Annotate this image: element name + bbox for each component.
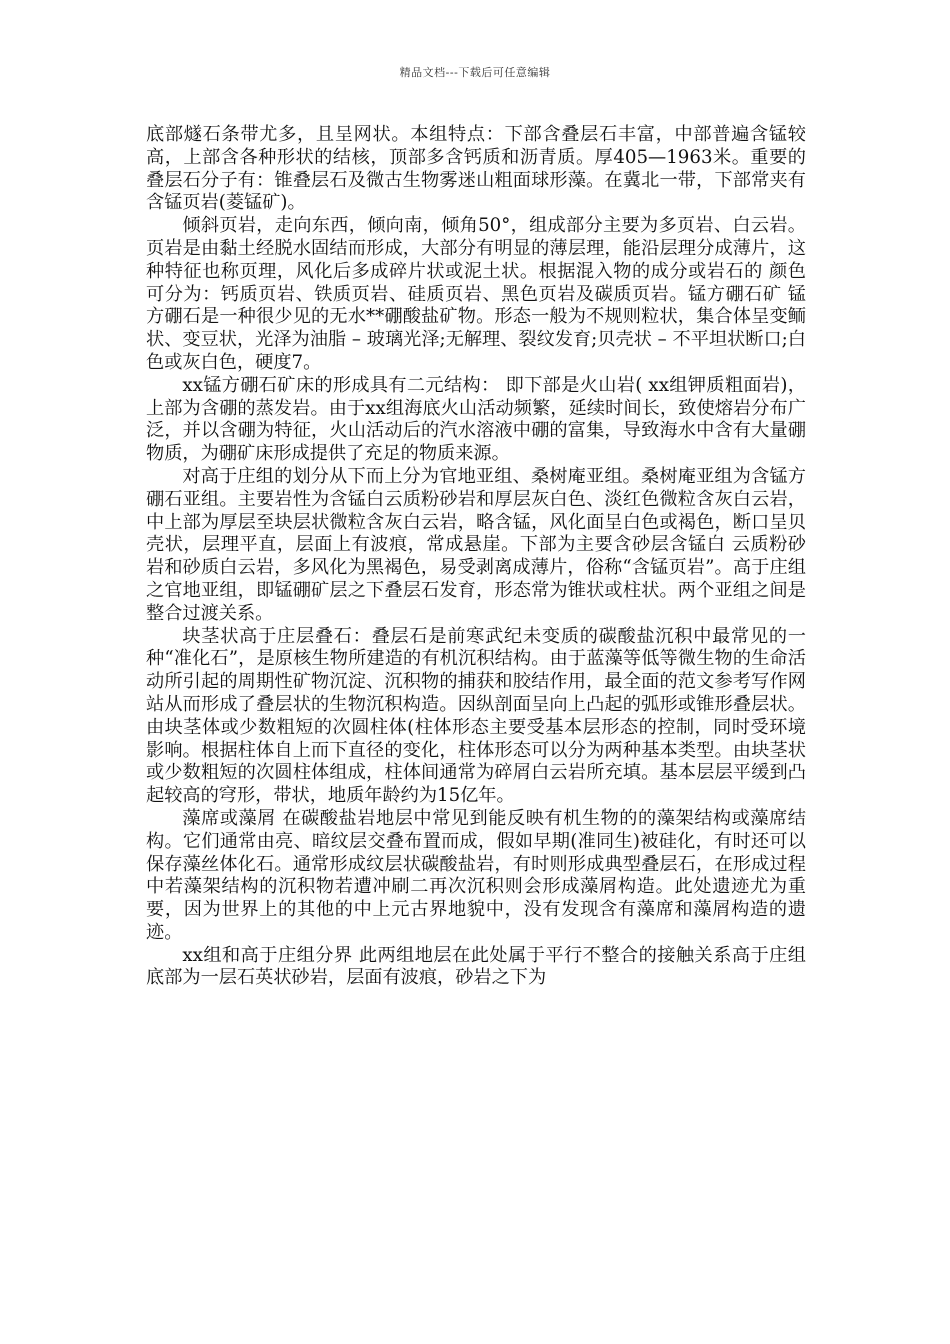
paragraph: xx组和高于庄组分界 此两组地层在此处属于平行不整合的接触关系高于庄组底部为一层石英状砂岩，层面有波痕，砂岩之下为 bbox=[146, 944, 806, 989]
paragraph: xx锰方硼石矿床的形成具有二元结构： 即下部是火山岩( xx组钾质粗面岩)，上部为含硼的蒸发岩。由于xx组海底火山活动频繁，延续时间长，致使熔岩分布广泛，并以含硼为特征，火山活动后的汽水溶液中硼的富集，导致海水中含有大量硼物质，为硼矿床形成提供了充足的物质来源。 bbox=[146, 374, 806, 465]
paragraph: 对高于庄组的划分从下而上分为官地亚组、桑树庵亚组。桑树庵亚组为含锰方硼石亚组。主要岩性为含锰白云质粉砂岩和厚层灰白色、淡红色微粒含灰白云岩，中上部为厚层至块层状微粒含灰白云岩，略含锰，风化面呈白色或褐色，断口呈贝壳状，层理平直，层面上有波痕，常成悬崖。下部为主要含砂层含锰白 云质粉砂岩和砂质白云岩，多风化为黑褐色，易受剥离成薄片，俗称“含锰页岩”。高于庄组之官地亚组，即锰硼矿层之下叠层石发育，形态常为锥状或柱状。两个亚组之间是整合过渡关系。 bbox=[146, 465, 806, 624]
page-header: 精品文档---下载后可任意编辑 bbox=[399, 66, 551, 79]
paragraph: 倾斜页岩，走向东西，倾向南，倾角50°，组成部分主要为多页岩、白云岩。页岩是由黏土经脱水固结而形成，大部分有明显的薄层理，能沿层理分成薄片，这种特征也称页理，风化后多成碎片状或泥土状。根据混入物的成分或岩石的 颜色可分为：钙质页岩、铁质页岩、硅质页岩、黑色页岩及碳质页岩。锰方硼石矿 锰方硼石是一种很少见的无水**硼酸盐矿物。形态一般为不规则粒状，集合体呈变鲕状、变豆状，光泽为油脂 – 玻璃光泽;无解理、裂纹发育;贝壳状 – 不平坦状断口;白色或灰白色，硬度7。 bbox=[146, 215, 806, 373]
paragraph: 块茎状高于庄层叠石：叠层石是前寒武纪未变质的碳酸盐沉积中最常见的一种“准化石”，是原核生物所建造的有机沉积结构。由于蓝藻等低等微生物的生命活动所引起的周期性矿物沉淀、沉积物的捕获和胶结作用，最全面的范文参考写作网站从而形成了叠层状的生物沉积构造。因纵剖面呈向上凸起的弧形或锥形叠层状。由块茎体或少数粗短的次圆柱体(柱体形态主要受基本层形态的控制，同时受环境影响。根据柱体自上而下直径的变化，柱体形态可以分为两种基本类型。由块茎状或少数粗短的次圆柱体组成，柱体间通常为碎屑白云岩所充填。基本层层平缓到凸起较高的穹形，带状，地质年龄约为15亿年。 bbox=[146, 625, 806, 807]
paragraph: 底部燧石条带尤多，且呈网状。本组特点：下部含叠层石丰富，中部普遍含锰较高，上部含各种形状的结核，顶部多含钙质和沥青质。厚405—1963米。重要的叠层石分子有：锥叠层石及微古生物雾迷山粗面球形藻。在冀北一带，下部常夹有含锰页岩(菱锰矿)。 bbox=[146, 124, 806, 214]
document-body bbox=[146, 124, 806, 990]
paragraph: 藻席或藻屑 在碳酸盐岩地层中常见到能反映有机生物的的藻架结构或藻席结构。它们通常由亮、暗纹层交叠布置而成，假如早期(准同生)被硅化，有时还可以保存藻丝体化石。通常形成纹层状碳酸盐岩，有时则形成典型叠层石，在形成过程中若藻架结构的沉积物若遭冲刷二再次沉积则会形成藻屑构造。此处遗迹尤为重要，因为世界上的其他的中上元古界地貌中，没有发现含有藻席和藻屑构造的遗迹。 bbox=[146, 807, 806, 943]
